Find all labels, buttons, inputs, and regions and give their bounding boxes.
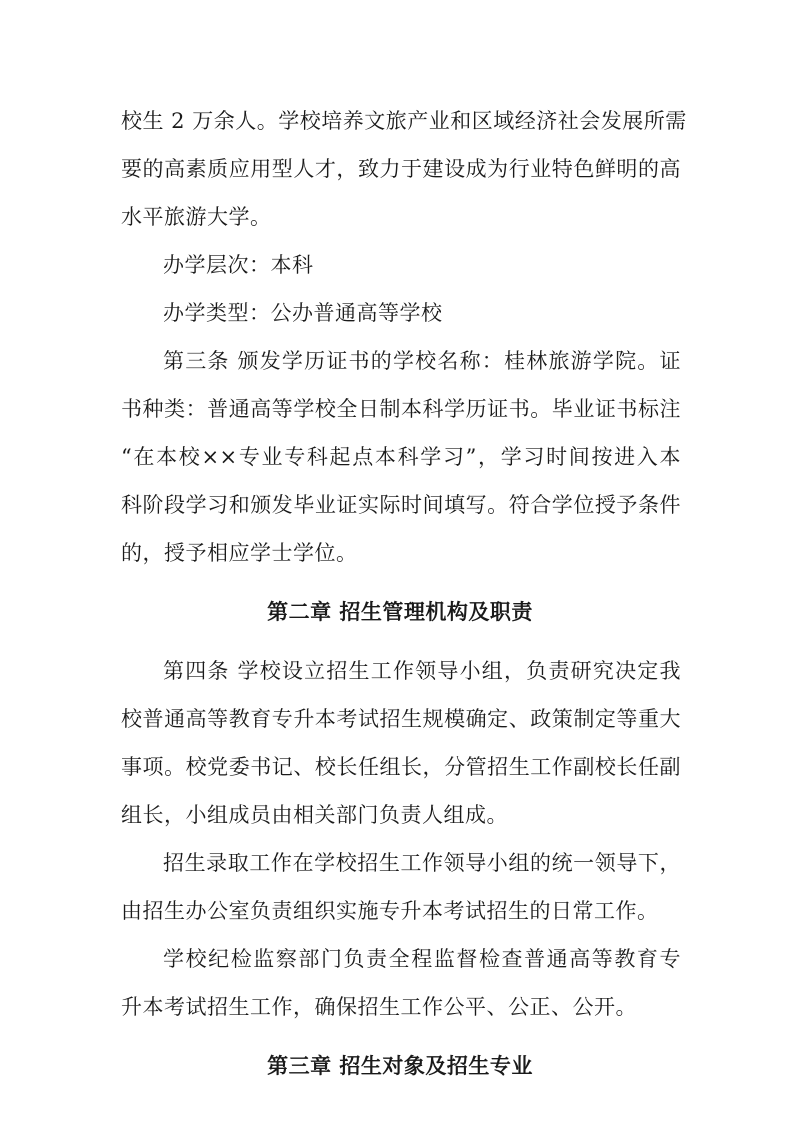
school-type: 办学类型：公办普通高等学校 bbox=[163, 301, 443, 325]
admission-office-line: 由招生办公室负责组织实施专升本考试招生的日常工作。 bbox=[121, 899, 659, 923]
article-3-line: 第三条 颁发学历证书的学校名称：桂林旅游学院。证 bbox=[163, 349, 681, 373]
article-3-line: “在本校××专业专科起点本科学习”，学习时间按进入本 bbox=[121, 445, 681, 469]
chapter-2-heading: 第二章 招生管理机构及职责 bbox=[267, 600, 533, 624]
article-4-line: 校普通高等教育专升本考试招生规模确定、政策制定等重大 bbox=[121, 707, 681, 731]
chapter-3-heading: 第三章 招生对象及招生专业 bbox=[267, 1054, 533, 1078]
supervision-line: 升本考试招生工作，确保招生工作公平、公正、公开。 bbox=[121, 995, 637, 1019]
article-3-line: 的，授予相应学士学位。 bbox=[121, 541, 358, 565]
admission-office-line: 招生录取工作在学校招生工作领导小组的统一领导下， bbox=[163, 851, 681, 875]
paragraph-line: 要的高素质应用型人才，致力于建设成为行业特色鲜明的高 bbox=[121, 157, 681, 181]
school-level: 办学层次：本科 bbox=[163, 253, 314, 277]
article-4-line: 组长，小组成员由相关部门负责人组成。 bbox=[121, 803, 508, 827]
article-4-line: 第四条 学校设立招生工作领导小组，负责研究决定我 bbox=[163, 659, 681, 683]
paragraph-line: 校生 2 万余人。学校培养文旅产业和区域经济社会发展所需 bbox=[121, 109, 687, 133]
article-4-line: 事项。校党委书记、校长任组长，分管招生工作副校长任副 bbox=[121, 755, 681, 779]
article-3-line: 科阶段学习和颁发毕业证实际时间填写。符合学位授予条件 bbox=[121, 493, 681, 517]
article-3-line: 书种类：普通高等学校全日制本科学历证书。毕业证书标注 bbox=[121, 397, 681, 421]
paragraph-line: 水平旅游大学。 bbox=[121, 205, 272, 229]
supervision-line: 学校纪检监察部门负责全程监督检查普通高等教育专 bbox=[163, 947, 681, 971]
